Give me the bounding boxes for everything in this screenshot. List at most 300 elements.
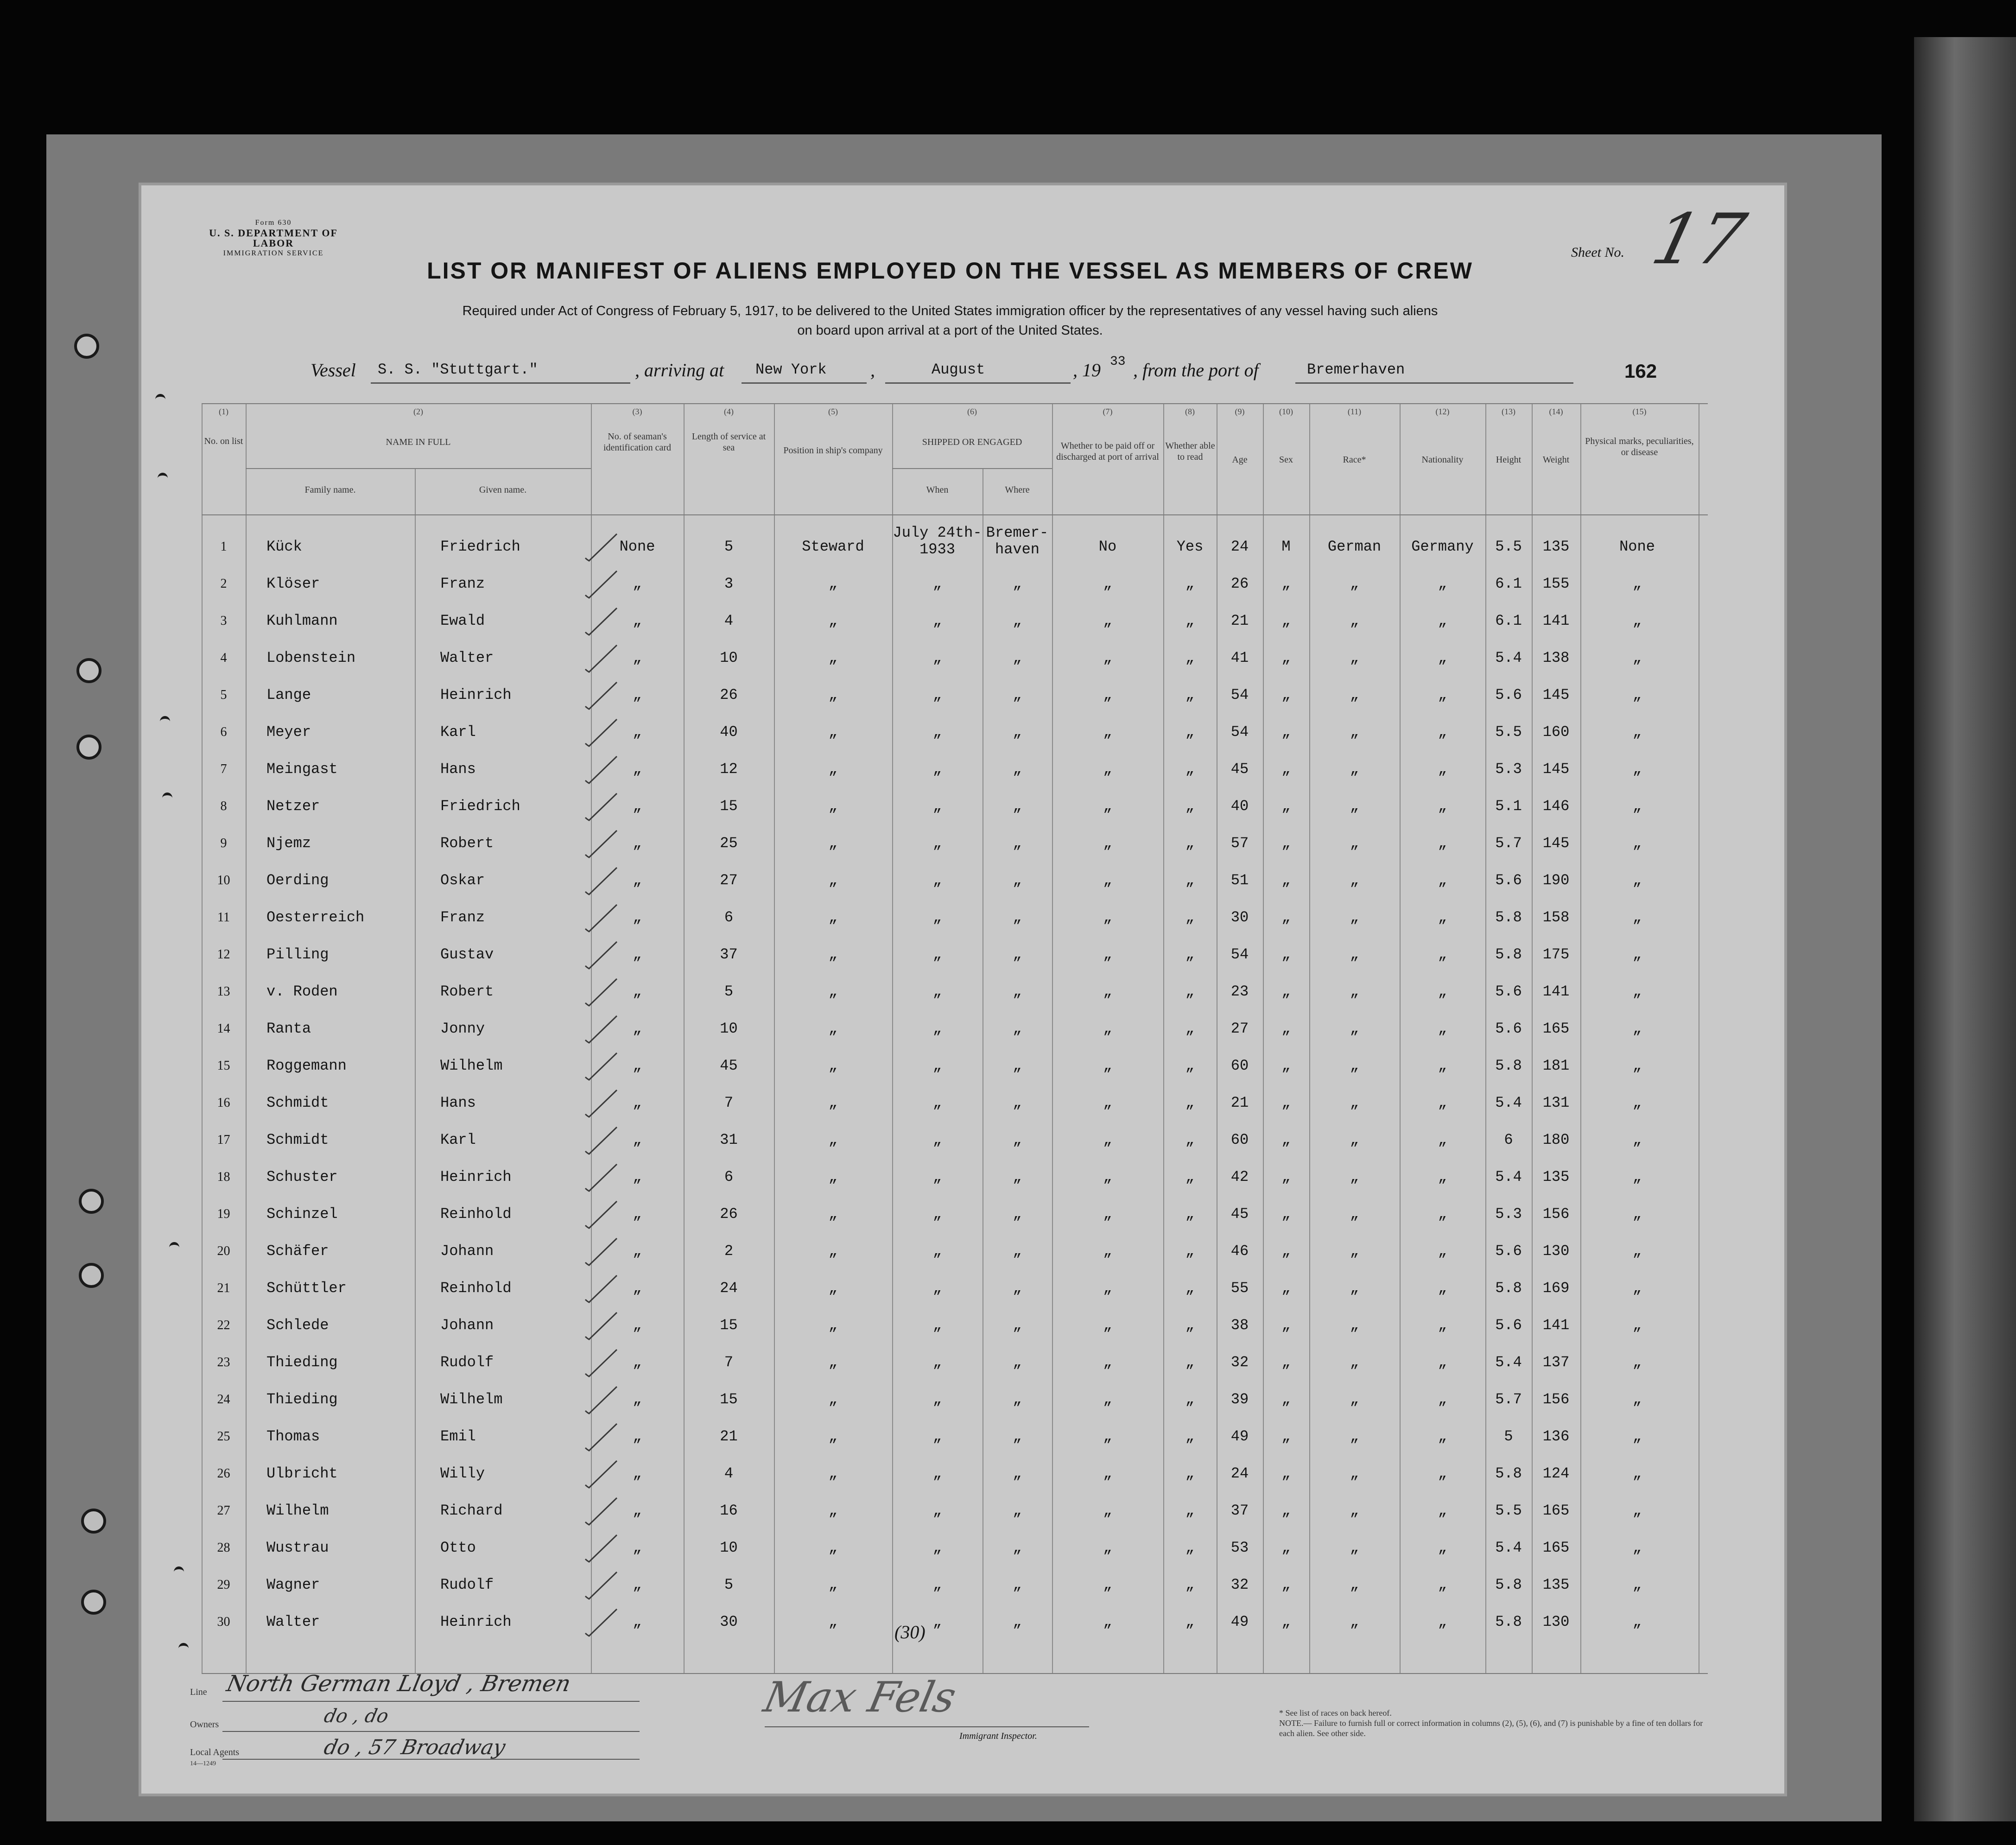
- physical-marks-cell: „: [1632, 1168, 1642, 1186]
- family-name-cell: Kück: [266, 538, 302, 555]
- paid-off-cell: „: [1103, 909, 1112, 926]
- age-cell: 60: [1230, 1131, 1249, 1148]
- age-cell: 21: [1230, 612, 1249, 629]
- family-name-cell: Oerding: [266, 872, 329, 889]
- family-name-cell: Meyer: [266, 723, 311, 741]
- able-to-read-cell: „: [1185, 575, 1195, 592]
- paid-off-cell: „: [1103, 798, 1112, 815]
- nationality-cell: „: [1438, 909, 1447, 926]
- height-cell: 6.1: [1495, 575, 1522, 592]
- given-name-cell: Franz: [440, 909, 485, 926]
- given-name-cell: Friedrich: [440, 798, 520, 815]
- nationality-cell: „: [1438, 1243, 1447, 1260]
- weight-cell: 135: [1542, 1168, 1570, 1186]
- given-name-cell: Otto: [440, 1539, 476, 1556]
- table-row: [202, 1344, 1708, 1381]
- paid-off-cell: „: [1103, 1205, 1112, 1223]
- position-cell: „: [828, 761, 838, 778]
- shipped-when-cell: „: [932, 983, 942, 1000]
- check-mark-icon: [582, 1533, 619, 1563]
- race-cell: „: [1350, 946, 1359, 963]
- punch-hole: [79, 1189, 104, 1214]
- nationality-cell: „: [1438, 872, 1447, 889]
- age-cell: 24: [1230, 538, 1249, 555]
- check-mark-icon: [582, 977, 619, 1007]
- physical-marks-cell: „: [1632, 983, 1642, 1000]
- able-to-read-cell: „: [1185, 1020, 1195, 1037]
- check-mark-icon: [582, 1348, 619, 1377]
- length-of-service-cell: 6: [724, 1168, 734, 1186]
- paid-off-cell: „: [1103, 1243, 1112, 1260]
- weight-cell: 124: [1542, 1465, 1570, 1482]
- table-row: [202, 1084, 1708, 1122]
- position-cell: „: [828, 1613, 838, 1630]
- family-name-cell: Lobenstein: [266, 649, 356, 666]
- nationality-cell: „: [1438, 798, 1447, 815]
- nationality-cell: „: [1438, 1502, 1447, 1519]
- age-cell: 27: [1230, 1020, 1249, 1037]
- race-cell: „: [1350, 1020, 1359, 1037]
- row-number-cell: 2: [220, 577, 227, 591]
- check-mark-icon: [582, 754, 619, 784]
- shipped-when-cell: „: [932, 1280, 942, 1297]
- row-number-cell: 29: [217, 1578, 230, 1592]
- length-of-service-cell: 10: [720, 649, 738, 666]
- id-card-cell: „: [633, 1465, 642, 1482]
- vessel-name: S. S. "Stuttgart.": [378, 361, 538, 378]
- given-name-cell: Wilhelm: [440, 1057, 503, 1074]
- shipped-when-cell: „: [932, 1391, 942, 1408]
- header-given-name: Given name.: [479, 485, 527, 495]
- weight-cell: 156: [1542, 1391, 1570, 1408]
- table-row: [202, 524, 1708, 565]
- race-cell: „: [1350, 1057, 1359, 1074]
- table-row: [202, 1233, 1708, 1270]
- nationality-cell: „: [1438, 1020, 1447, 1037]
- id-card-cell: „: [633, 1391, 642, 1408]
- table-row: [202, 565, 1708, 602]
- check-mark-icon: [582, 606, 619, 636]
- able-to-read-cell: „: [1185, 1205, 1195, 1223]
- shipped-where-cell: „: [1013, 723, 1022, 741]
- shipped-where-cell: „: [1013, 1502, 1022, 1519]
- shipped-when-cell: „: [932, 798, 942, 815]
- check-mark-icon: [582, 569, 619, 599]
- able-to-read-cell: „: [1185, 1168, 1195, 1186]
- table-row: [202, 1307, 1708, 1344]
- position-cell: „: [828, 575, 838, 592]
- shipped-where-cell: „: [1013, 1168, 1022, 1186]
- weight-cell: 137: [1542, 1354, 1570, 1371]
- id-card-cell: „: [633, 1168, 642, 1186]
- nationality-cell: „: [1438, 1317, 1447, 1334]
- race-cell: „: [1350, 723, 1359, 741]
- col-num-12: (12): [1435, 407, 1450, 416]
- age-cell: 53: [1230, 1539, 1249, 1556]
- weight-cell: 141: [1542, 612, 1570, 629]
- race-cell: „: [1350, 1280, 1359, 1297]
- age-cell: 38: [1230, 1317, 1249, 1334]
- height-cell: 5.8: [1495, 909, 1522, 926]
- line-value: North German Lloyd , Bremen: [224, 1671, 573, 1697]
- paid-off-cell: „: [1103, 761, 1112, 778]
- position-cell: „: [828, 872, 838, 889]
- shipped-when-cell: „: [932, 1020, 942, 1037]
- sex-cell: „: [1281, 1428, 1291, 1445]
- shipped-when-cell: „: [932, 1613, 942, 1630]
- height-cell: 5.6: [1495, 872, 1522, 889]
- shipped-where-cell: Bremer- haven: [986, 524, 1049, 558]
- edge-strip: [1914, 37, 2016, 1821]
- length-of-service-cell: 10: [720, 1539, 738, 1556]
- given-name-cell: Wilhelm: [440, 1391, 503, 1408]
- age-cell: 57: [1230, 835, 1249, 852]
- id-card-cell: „: [633, 1354, 642, 1371]
- shipped-when-cell: „: [932, 872, 942, 889]
- physical-marks-cell: „: [1632, 761, 1642, 778]
- age-cell: 45: [1230, 761, 1249, 778]
- physical-marks-cell: „: [1632, 1020, 1642, 1037]
- given-name-cell: Johann: [440, 1243, 494, 1260]
- given-name-cell: Oskar: [440, 872, 485, 889]
- shipped-when-cell: „: [932, 686, 942, 704]
- shipped-where-cell: „: [1013, 1354, 1022, 1371]
- header-physical-marks: Physical marks, peculiarities, or disease: [1585, 436, 1694, 457]
- length-of-service-cell: 16: [720, 1502, 738, 1519]
- able-to-read-cell: „: [1185, 835, 1195, 852]
- family-name-cell: Klöser: [266, 575, 320, 592]
- check-mark-icon: [582, 1088, 619, 1118]
- position-cell: „: [828, 1020, 838, 1037]
- length-of-service-cell: 30: [720, 1613, 738, 1630]
- height-cell: 5.6: [1495, 983, 1522, 1000]
- punch-hole: [74, 334, 99, 359]
- header-no-on-list: No. on list: [204, 436, 243, 446]
- shipped-when-cell: „: [932, 1576, 942, 1593]
- shipped-where-cell: „: [1013, 1576, 1022, 1593]
- physical-marks-cell: „: [1632, 1317, 1642, 1334]
- sex-cell: „: [1281, 1539, 1291, 1556]
- age-cell: 51: [1230, 872, 1249, 889]
- row-number-cell: 4: [220, 651, 227, 665]
- nationality-cell: „: [1438, 612, 1447, 629]
- physical-marks-cell: „: [1632, 1502, 1642, 1519]
- length-of-service-cell: 37: [720, 946, 738, 963]
- race-cell: „: [1350, 1205, 1359, 1223]
- position-cell: „: [828, 1539, 838, 1556]
- height-cell: 5.6: [1495, 1020, 1522, 1037]
- shipped-when-cell: „: [932, 1205, 942, 1223]
- weight-cell: 145: [1542, 686, 1570, 704]
- id-card-cell: „: [633, 761, 642, 778]
- length-of-service-cell: 31: [720, 1131, 738, 1148]
- row-number-cell: 17: [217, 1133, 230, 1147]
- shipped-when-cell: „: [932, 1465, 942, 1482]
- shipped-where-cell: „: [1013, 649, 1022, 666]
- position-cell: „: [828, 798, 838, 815]
- age-cell: 55: [1230, 1280, 1249, 1297]
- weight-cell: 141: [1542, 1317, 1570, 1334]
- check-mark-icon: [582, 680, 619, 710]
- paid-off-cell: „: [1103, 1576, 1112, 1593]
- race-cell: „: [1350, 649, 1359, 666]
- paid-off-cell: „: [1103, 1280, 1112, 1297]
- sex-cell: „: [1281, 835, 1291, 852]
- check-mark-icon: [582, 866, 619, 895]
- age-cell: 60: [1230, 1057, 1249, 1074]
- col-num-8: (8): [1185, 407, 1195, 416]
- col-num-9: (9): [1235, 407, 1245, 416]
- length-of-service-cell: 26: [720, 1205, 738, 1223]
- length-of-service-cell: 24: [720, 1280, 738, 1297]
- table-row: [202, 1604, 1708, 1641]
- header-family-name: Family name.: [304, 485, 356, 495]
- from-port-label: , from the port of: [1133, 360, 1259, 380]
- position-cell: „: [828, 1094, 838, 1111]
- family-name-cell: Roggemann: [266, 1057, 347, 1074]
- paid-off-cell: „: [1103, 1465, 1112, 1482]
- id-card-cell: „: [633, 1131, 642, 1148]
- weight-cell: 181: [1542, 1057, 1570, 1074]
- binding-notch: [178, 1643, 189, 1654]
- row-number-cell: 28: [217, 1541, 230, 1555]
- row-number-cell: 7: [220, 762, 227, 776]
- paid-off-cell: „: [1103, 649, 1112, 666]
- family-name-cell: Thieding: [266, 1354, 338, 1371]
- shipped-where-cell: „: [1013, 1094, 1022, 1111]
- nationality-cell: „: [1438, 686, 1447, 704]
- able-to-read-cell: „: [1185, 798, 1195, 815]
- row-number-cell: 30: [217, 1615, 230, 1629]
- header-position: Position in ship's company: [783, 445, 883, 456]
- id-card-cell: „: [633, 1020, 642, 1037]
- table-row: [202, 751, 1708, 788]
- line-label: Line: [190, 1687, 207, 1697]
- paid-off-cell: „: [1103, 575, 1112, 592]
- weight-cell: 165: [1542, 1502, 1570, 1519]
- race-cell: „: [1350, 1094, 1359, 1111]
- race-cell: „: [1350, 1428, 1359, 1445]
- id-card-cell: „: [633, 1094, 642, 1111]
- shipped-where-cell: „: [1013, 909, 1022, 926]
- table-row: [202, 1010, 1708, 1047]
- check-mark-icon: [582, 1311, 619, 1340]
- length-of-service-cell: 4: [724, 612, 734, 629]
- sex-cell: „: [1281, 1576, 1291, 1593]
- race-cell: „: [1350, 835, 1359, 852]
- inspector-label: Immigrant Inspector.: [959, 1731, 1037, 1741]
- position-cell: „: [828, 1465, 838, 1482]
- nationality-cell: „: [1438, 649, 1447, 666]
- paid-off-cell: „: [1103, 1317, 1112, 1334]
- header-length-service: Length of service at sea: [691, 431, 766, 453]
- paid-off-cell: „: [1103, 612, 1112, 629]
- length-of-service-cell: 25: [720, 835, 738, 852]
- col-num-3: (3): [632, 407, 642, 416]
- id-card-cell: „: [633, 909, 642, 926]
- id-card-cell: „: [633, 1057, 642, 1074]
- check-mark-icon: [582, 1199, 619, 1229]
- weight-cell: 138: [1542, 649, 1570, 666]
- physical-marks-cell: „: [1632, 1094, 1642, 1111]
- id-card-cell: „: [633, 1576, 642, 1593]
- row-number-cell: 23: [217, 1355, 230, 1369]
- position-cell: „: [828, 1391, 838, 1408]
- punch-hole: [79, 1263, 104, 1288]
- check-mark-icon: [582, 829, 619, 858]
- crew-manifest-table: [202, 403, 1708, 1673]
- given-name-cell: Friedrich: [440, 538, 520, 555]
- check-mark-icon: [582, 940, 619, 970]
- given-name-cell: Robert: [440, 983, 494, 1000]
- able-to-read-cell: „: [1185, 1539, 1195, 1556]
- race-cell: „: [1350, 1391, 1359, 1408]
- col-num-1: (1): [219, 407, 228, 416]
- shipped-when-cell: July 24th-1933: [893, 524, 982, 558]
- sex-cell: „: [1281, 1057, 1291, 1074]
- given-name-cell: Ewald: [440, 612, 485, 629]
- header-where: Where: [1005, 485, 1030, 495]
- nationality-cell: „: [1438, 1539, 1447, 1556]
- position-cell: „: [828, 1502, 838, 1519]
- family-name-cell: Schüttler: [266, 1280, 347, 1297]
- height-cell: 5.4: [1495, 649, 1522, 666]
- age-cell: 39: [1230, 1391, 1249, 1408]
- given-name-cell: Reinhold: [440, 1205, 512, 1223]
- age-cell: 26: [1230, 575, 1249, 592]
- table-row: [202, 936, 1708, 973]
- form-code: 14—1249: [190, 1760, 216, 1767]
- sex-cell: „: [1281, 1131, 1291, 1148]
- weight-cell: 135: [1542, 538, 1570, 555]
- able-to-read-cell: „: [1185, 983, 1195, 1000]
- sex-cell: „: [1281, 649, 1291, 666]
- weight-cell: 175: [1542, 946, 1570, 963]
- age-cell: 37: [1230, 1502, 1249, 1519]
- physical-marks-cell: „: [1632, 686, 1642, 704]
- shipped-when-cell: „: [932, 1243, 942, 1260]
- shipped-when-cell: „: [932, 1131, 942, 1148]
- physical-marks-cell: „: [1632, 1613, 1642, 1630]
- shipped-when-cell: „: [932, 575, 942, 592]
- row-number-cell: 6: [220, 725, 227, 739]
- shipped-where-cell: „: [1013, 1428, 1022, 1445]
- age-cell: 45: [1230, 1205, 1249, 1223]
- shipped-when-cell: „: [932, 1428, 942, 1445]
- height-cell: 5.6: [1495, 686, 1522, 704]
- able-to-read-cell: „: [1185, 1428, 1195, 1445]
- height-cell: 5.8: [1495, 1057, 1522, 1074]
- race-cell: „: [1350, 761, 1359, 778]
- header-age: Age: [1232, 455, 1248, 465]
- height-cell: 5.5: [1495, 538, 1522, 555]
- shipped-where-cell: „: [1013, 1205, 1022, 1223]
- vessel-line: Vessel S. S. "Stuttgart." , arriving at New York , August , 19 33 , from the port of Bremerhaven 162: [311, 359, 1701, 387]
- header-id-card: No. of seaman's identification card: [603, 431, 672, 453]
- physical-marks-cell: „: [1632, 1243, 1642, 1260]
- id-card-cell: „: [633, 1613, 642, 1630]
- given-name-cell: Willy: [440, 1465, 485, 1482]
- nationality-cell: „: [1438, 1205, 1447, 1223]
- physical-marks-cell: „: [1632, 1428, 1642, 1445]
- family-name-cell: Ulbricht: [266, 1465, 338, 1482]
- sex-cell: „: [1281, 983, 1291, 1000]
- table-row: [202, 825, 1708, 862]
- check-mark-icon: [582, 1051, 619, 1081]
- page-subtitle: [278, 301, 1622, 340]
- race-cell: „: [1350, 798, 1359, 815]
- height-cell: 5.1: [1495, 798, 1522, 815]
- local-agents-label: Local Agents: [190, 1747, 240, 1757]
- table-row: [202, 1492, 1708, 1529]
- nationality-cell: „: [1438, 761, 1447, 778]
- able-to-read-cell: „: [1185, 1280, 1195, 1297]
- able-to-read-cell: „: [1185, 1354, 1195, 1371]
- row-number-cell: 1: [220, 539, 227, 554]
- sheet-number-value: 17: [1644, 199, 1753, 280]
- row-number-cell: 14: [217, 1021, 230, 1036]
- table-row: [202, 1196, 1708, 1233]
- id-card-cell: „: [633, 649, 642, 666]
- physical-marks-cell: „: [1632, 1576, 1642, 1593]
- family-name-cell: Schmidt: [266, 1131, 329, 1148]
- given-name-cell: Franz: [440, 575, 485, 592]
- check-mark-icon: [582, 903, 619, 932]
- height-cell: 6: [1504, 1131, 1513, 1148]
- family-name-cell: Ranta: [266, 1020, 311, 1037]
- physical-marks-cell: „: [1632, 575, 1642, 592]
- length-of-service-cell: 5: [724, 538, 734, 555]
- length-of-service-cell: 2: [724, 1243, 734, 1260]
- check-mark-icon: [582, 1014, 619, 1044]
- sex-cell: „: [1281, 575, 1291, 592]
- family-name-cell: Schäfer: [266, 1243, 329, 1260]
- able-to-read-cell: „: [1185, 946, 1195, 963]
- binding-notch: [158, 473, 168, 484]
- nationality-cell: „: [1438, 1391, 1447, 1408]
- check-mark-icon: [582, 1422, 619, 1452]
- family-name-cell: v. Roden: [266, 983, 338, 1000]
- sex-cell: „: [1281, 1280, 1291, 1297]
- id-card-cell: None: [619, 538, 655, 555]
- row-number-cell: 24: [217, 1392, 230, 1407]
- shipped-where-cell: „: [1013, 1465, 1022, 1482]
- shipped-when-cell: „: [932, 612, 942, 629]
- paid-off-cell: „: [1103, 1131, 1112, 1148]
- arriving-label: , arriving at: [635, 360, 724, 380]
- position-cell: „: [828, 909, 838, 926]
- position-cell: „: [828, 1057, 838, 1074]
- age-cell: 54: [1230, 723, 1249, 741]
- row-number-cell: 25: [217, 1429, 230, 1444]
- shipped-where-cell: „: [1013, 575, 1022, 592]
- physical-marks-cell: „: [1632, 649, 1642, 666]
- col-num-15: (15): [1632, 407, 1647, 416]
- race-cell: „: [1350, 1317, 1359, 1334]
- table-row: [202, 1418, 1708, 1455]
- given-name-cell: Gustav: [440, 946, 494, 963]
- row-number-cell: 20: [217, 1244, 230, 1258]
- header-sex: Sex: [1279, 455, 1293, 465]
- given-name-cell: Jonny: [440, 1020, 485, 1037]
- nationality-cell: „: [1438, 1168, 1447, 1186]
- id-card-cell: „: [633, 723, 642, 741]
- position-cell: „: [828, 723, 838, 741]
- shipped-where-cell: „: [1013, 872, 1022, 889]
- paid-off-cell: „: [1103, 1057, 1112, 1074]
- row-number-cell: 22: [217, 1318, 230, 1332]
- table-row: [202, 677, 1708, 714]
